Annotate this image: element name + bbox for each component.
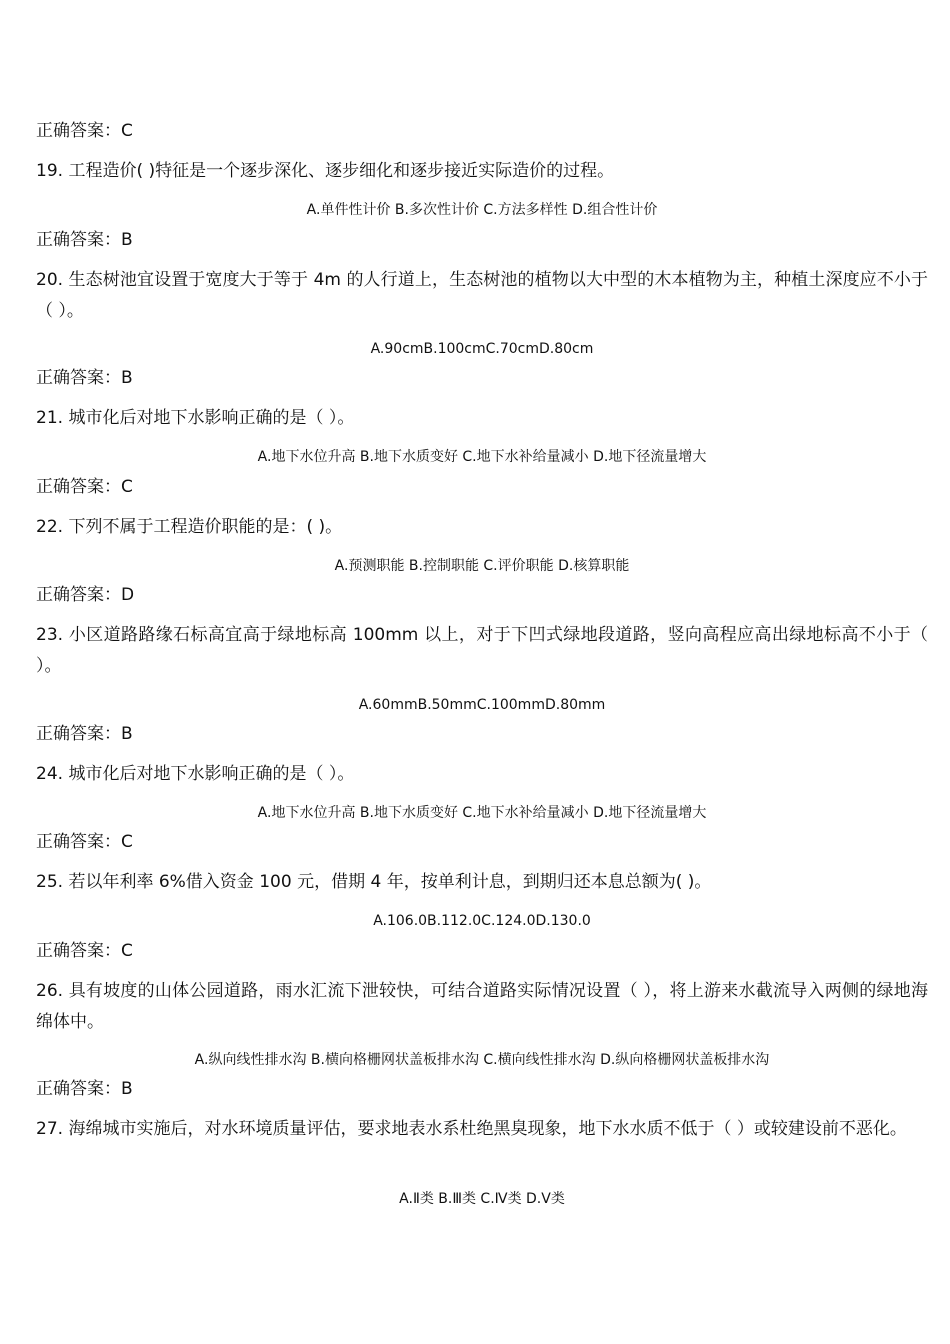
answer-21: 正确答案：C [36,477,133,497]
question-22: 22. 下列不属于工程造价职能的是：( )。 [36,517,343,537]
question-21: 21. 城市化后对地下水影响正确的是（ ）。 [36,408,355,428]
options-20: A.90cmB.100cmC.70cmD.80cm [370,341,594,357]
answer-20: 正确答案：B [36,368,133,388]
question-25: 25. 若以年利率 6%借入资金 100 元，借期 4 年，按单利计息，到期归还本息总额为( )。 [36,872,712,892]
question-20: 20. 生态树池宜设置于宽度大于等于 4m 的人行道上，生态树池的植物以大中型的木本植物为主，种植土深度应不小于（ ）。 [36,270,928,321]
question-24: 24. 城市化后对地下水影响正确的是（ ）。 [36,764,355,784]
options-24: A.地下水位升高 B.地下水质变好 C.地下水补给量减小 D.地下径流量增大 [257,805,707,821]
answer-25: 正确答案：C [36,941,133,961]
answer-22: 正确答案：D [36,585,135,605]
answer-18: 正确答案：C [36,121,133,141]
options-25: A.106.0B.112.0C.124.0D.130.0 [373,913,591,929]
question-26: 26. 具有坡度的山体公园道路，雨水汇流下泄较快，可结合道路实际情况设置（ ），将上游来水截流导入两侧的绿地海绵体中。 [36,981,928,1032]
question-27: 27. 海绵城市实施后，对水环境质量评估，要求地表水系杜绝黑臭现象，地下水水质不低于（ ）或较建设前不恶化。 [36,1119,907,1139]
answer-24: 正确答案：C [36,832,133,852]
answer-23: 正确答案：B [36,724,133,744]
options-22: A.预测职能 B.控制职能 C.评价职能 D.核算职能 [334,558,630,574]
options-19: A.单件性计价 B.多次性计价 C.方法多样性 D.组合性计价 [306,202,658,218]
options-23: A.60mmB.50mmC.100mmD.80mm [358,697,606,713]
question-23: 23. 小区道路路缘石标高宜高于绿地标高 100mm 以上，对于下凹式绿地段道路，竖向高程应高出绿地标高不小于（ ）。 [36,625,928,676]
options-27: A.Ⅱ类 B.Ⅲ类 C.Ⅳ类 D.Ⅴ类 [399,1191,565,1207]
options-26: A.纵向线性排水沟 B.横向格栅网状盖板排水沟 C.横向线性排水沟 D.纵向格栅网状盖板排水沟 [194,1052,770,1068]
question-19: 19. 工程造价( )特征是一个逐步深化、逐步细化和逐步接近实际造价的过程。 [36,161,615,181]
options-21: A.地下水位升高 B.地下水质变好 C.地下水补给量减小 D.地下径流量增大 [257,449,707,465]
answer-19: 正确答案：B [36,230,133,250]
answer-26: 正确答案：B [36,1079,133,1099]
